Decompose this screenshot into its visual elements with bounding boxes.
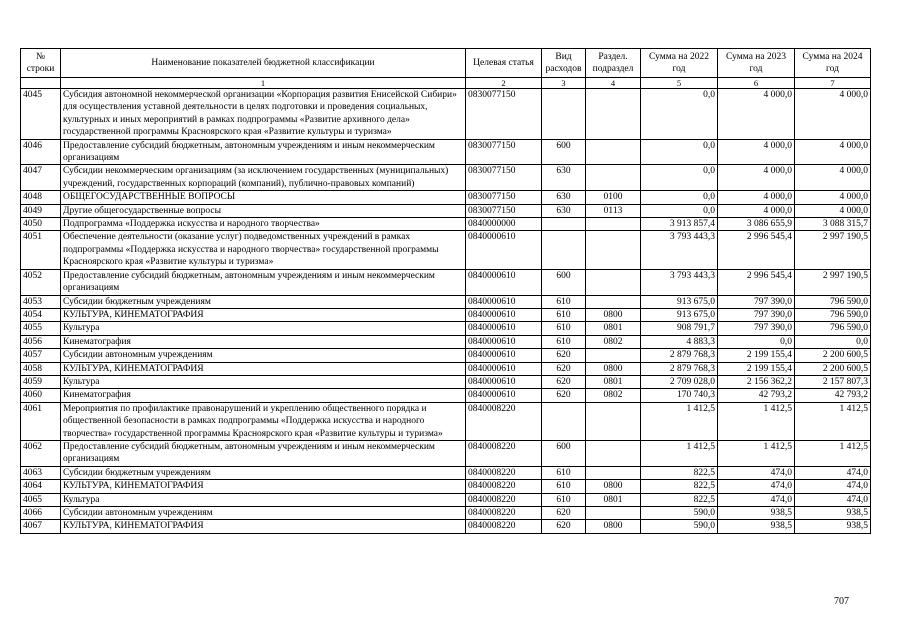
row-name: Предоставление субсидий бюджетным, автономным учреждениям и иным некоммерческим организациям: [61, 139, 466, 165]
header-target: Целевая статья: [466, 49, 542, 78]
row-sum-2024: 796 590,0: [795, 322, 871, 335]
row-section: [586, 89, 641, 140]
row-name: Культура: [61, 493, 466, 506]
row-sum-2022: 0,0: [641, 204, 718, 217]
column-number: 6: [718, 78, 795, 89]
table-row: [21, 308, 871, 321]
row-sum-2024: 796 590,0: [795, 308, 871, 321]
row-sum-2023: 2 996 545,4: [718, 269, 795, 295]
row-target: 0840008220: [466, 493, 542, 506]
row-expense-type: 610: [542, 335, 586, 348]
row-section: [586, 402, 641, 440]
row-sum-2023: 1 412,5: [718, 440, 795, 466]
row-number: 4060: [21, 389, 61, 402]
row-section: [586, 231, 641, 269]
row-sum-2023: 474,0: [718, 493, 795, 506]
page-number: 707: [834, 596, 849, 607]
row-sum-2022: 2 879 768,3: [641, 349, 718, 362]
row-number: 4062: [21, 440, 61, 466]
row-sum-2022: 3 913 857,4: [641, 218, 718, 231]
row-section: [586, 507, 641, 520]
row-sum-2024: 0,0: [795, 335, 871, 348]
row-sum-2024: 2 997 190,5: [795, 231, 871, 269]
row-section: 0800: [586, 308, 641, 321]
row-name: Предоставление субсидий бюджетным, автономным учреждениям и иным некоммерческим организациям: [61, 269, 466, 295]
row-sum-2022: 0,0: [641, 165, 718, 191]
table-row: [21, 165, 871, 191]
row-expense-type: 600: [542, 269, 586, 295]
column-number: 7: [795, 78, 871, 89]
header-sum-2022: Сумма на 2022 год: [641, 49, 718, 78]
row-expense-type: 610: [542, 322, 586, 335]
table-row: [21, 139, 871, 165]
row-section: 0800: [586, 362, 641, 375]
row-sum-2023: 1 412,5: [718, 402, 795, 440]
row-section: [586, 165, 641, 191]
row-sum-2023: 797 390,0: [718, 322, 795, 335]
row-sum-2022: 2 709 028,0: [641, 375, 718, 388]
row-sum-2023: 2 156 362,2: [718, 375, 795, 388]
row-sum-2022: 2 879 768,3: [641, 362, 718, 375]
row-name: Кинематография: [61, 389, 466, 402]
row-number: 4066: [21, 507, 61, 520]
table-row: [21, 295, 871, 308]
row-target: 0830077150: [466, 204, 542, 217]
header-sum-2023: Сумма на 2023 год: [718, 49, 795, 78]
row-sum-2023: 797 390,0: [718, 308, 795, 321]
table-row: [21, 362, 871, 375]
row-number: 4050: [21, 218, 61, 231]
row-sum-2024: 2 200 600,5: [795, 362, 871, 375]
row-sum-2024: 4 000,0: [795, 165, 871, 191]
row-name: Подпрограмма «Поддержка искусства и народного творчества»: [61, 218, 466, 231]
row-section: 0100: [586, 191, 641, 204]
row-sum-2022: 1 412,5: [641, 402, 718, 440]
row-sum-2022: 590,0: [641, 507, 718, 520]
row-sum-2022: 590,0: [641, 520, 718, 533]
budget-table: [20, 48, 871, 534]
row-expense-type: 620: [542, 349, 586, 362]
row-section: 0801: [586, 375, 641, 388]
row-section: 0800: [586, 480, 641, 493]
row-expense-type: 620: [542, 362, 586, 375]
row-name: Субсидия автономной некоммерческой организации «Корпорация развития Енисейской Сибири» для осуществления уставной деятельности в целях подготовки и проведения социальных, культурных и иных мероприятий в рамках подпрограммы «Развитие архивного дела» государственной программы Красноярского края «Развитие культуры и туризма»: [61, 89, 466, 140]
column-number: [21, 78, 61, 89]
row-sum-2023: 474,0: [718, 466, 795, 479]
row-name: Мероприятия по профилактике правонарушений и укреплению общественного порядка и общественной безопасности в рамках подпрограммы «Поддержка искусства и народного творчества» государственной программы Красноярского края «Развитие культуры и туризма»: [61, 402, 466, 440]
table-row: [21, 218, 871, 231]
row-name: Субсидии некоммерческим организациям (за исключением государственных (муниципальных) учреждений, государственных корпораций (компаний), публично-правовых компаний): [61, 165, 466, 191]
row-number: 4051: [21, 231, 61, 269]
row-expense-type: [542, 402, 586, 440]
row-sum-2024: 796 590,0: [795, 295, 871, 308]
row-number: 4058: [21, 362, 61, 375]
row-number: 4054: [21, 308, 61, 321]
row-sum-2022: 0,0: [641, 139, 718, 165]
row-target: 0840000610: [466, 349, 542, 362]
row-sum-2024: 474,0: [795, 466, 871, 479]
header-section: Раздел. подраздел: [586, 49, 641, 78]
table-row: [21, 231, 871, 269]
row-name: Обеспечение деятельности (оказание услуг) подведомственных учреждений в рамках подпрограммы «Поддержка искусства и народного творчества» государственной программы Красноярского края «Развитие культуры и туризма»: [61, 231, 466, 269]
row-name: Предоставление субсидий бюджетным, автономным учреждениям и иным некоммерческим организациям: [61, 440, 466, 466]
row-target: 0840000000: [466, 218, 542, 231]
row-expense-type: 630: [542, 191, 586, 204]
row-number: 4067: [21, 520, 61, 533]
row-sum-2023: 938,5: [718, 520, 795, 533]
row-sum-2022: 908 791,7: [641, 322, 718, 335]
row-expense-type: 610: [542, 466, 586, 479]
row-sum-2023: 4 000,0: [718, 139, 795, 165]
row-sum-2023: 3 086 655,9: [718, 218, 795, 231]
row-sum-2023: 4 000,0: [718, 204, 795, 217]
column-number-row: [21, 78, 871, 89]
row-sum-2023: 2 996 545,4: [718, 231, 795, 269]
row-expense-type: 620: [542, 389, 586, 402]
row-sum-2024: 1 412,5: [795, 402, 871, 440]
row-name: Субсидии автономным учреждениям: [61, 349, 466, 362]
row-sum-2022: 4 883,3: [641, 335, 718, 348]
table-row: [21, 507, 871, 520]
row-name: Субсидии бюджетным учреждениям: [61, 295, 466, 308]
table-row: [21, 269, 871, 295]
row-name: Субсидии автономным учреждениям: [61, 507, 466, 520]
row-sum-2023: 4 000,0: [718, 191, 795, 204]
header-sum-2024: Сумма на 2024 год: [795, 49, 871, 78]
row-sum-2022: 0,0: [641, 89, 718, 140]
row-expense-type: 630: [542, 204, 586, 217]
row-target: 0840000610: [466, 269, 542, 295]
row-target: 0840000610: [466, 295, 542, 308]
column-number: 4: [586, 78, 641, 89]
row-expense-type: 620: [542, 507, 586, 520]
row-sum-2024: 3 088 315,7: [795, 218, 871, 231]
table-row: [21, 375, 871, 388]
table-row: [21, 493, 871, 506]
row-sum-2023: 4 000,0: [718, 89, 795, 140]
table-row: [21, 389, 871, 402]
row-target: 0830077150: [466, 89, 542, 140]
row-name: КУЛЬТУРА, КИНЕМАТОГРАФИЯ: [61, 362, 466, 375]
row-sum-2024: 938,5: [795, 520, 871, 533]
row-sum-2024: 4 000,0: [795, 191, 871, 204]
row-sum-2024: 474,0: [795, 480, 871, 493]
header-expense-type: Вид расходов: [542, 49, 586, 78]
row-sum-2022: 913 675,0: [641, 308, 718, 321]
header-row: [21, 49, 871, 78]
row-expense-type: 630: [542, 165, 586, 191]
table-row: [21, 520, 871, 533]
row-number: 4052: [21, 269, 61, 295]
row-expense-type: [542, 231, 586, 269]
row-sum-2024: 4 000,0: [795, 139, 871, 165]
row-target: 0840008220: [466, 480, 542, 493]
row-number: 4055: [21, 322, 61, 335]
row-sum-2023: 2 199 155,4: [718, 362, 795, 375]
table-row: [21, 349, 871, 362]
row-name: Культура: [61, 322, 466, 335]
table-row: [21, 480, 871, 493]
row-sum-2023: 4 000,0: [718, 165, 795, 191]
row-sum-2023: 797 390,0: [718, 295, 795, 308]
row-sum-2022: 822,5: [641, 466, 718, 479]
row-expense-type: 610: [542, 480, 586, 493]
row-name: КУЛЬТУРА, КИНЕМАТОГРАФИЯ: [61, 480, 466, 493]
row-name: КУЛЬТУРА, КИНЕМАТОГРАФИЯ: [61, 308, 466, 321]
row-number: 4047: [21, 165, 61, 191]
row-sum-2023: 938,5: [718, 507, 795, 520]
row-sum-2022: 1 412,5: [641, 440, 718, 466]
row-sum-2024: 938,5: [795, 507, 871, 520]
row-number: 4048: [21, 191, 61, 204]
row-sum-2024: 2 200 600,5: [795, 349, 871, 362]
column-number: 1: [61, 78, 466, 89]
row-sum-2024: 1 412,5: [795, 440, 871, 466]
row-section: [586, 269, 641, 295]
table-row: [21, 89, 871, 140]
row-section: [586, 218, 641, 231]
row-sum-2022: 3 793 443,3: [641, 231, 718, 269]
row-number: 4056: [21, 335, 61, 348]
row-number: 4063: [21, 466, 61, 479]
table-row: [21, 402, 871, 440]
row-name: КУЛЬТУРА, КИНЕМАТОГРАФИЯ: [61, 520, 466, 533]
row-name: Культура: [61, 375, 466, 388]
row-target: 0840000610: [466, 335, 542, 348]
row-number: 4061: [21, 402, 61, 440]
row-number: 4046: [21, 139, 61, 165]
row-number: 4064: [21, 480, 61, 493]
row-target: 0840000610: [466, 375, 542, 388]
row-sum-2023: 2 199 155,4: [718, 349, 795, 362]
table-row: [21, 191, 871, 204]
row-section: 0802: [586, 335, 641, 348]
row-expense-type: 600: [542, 440, 586, 466]
table-row: [21, 335, 871, 348]
row-target: 0840000610: [466, 322, 542, 335]
row-section: 0801: [586, 322, 641, 335]
row-target: 0840000610: [466, 389, 542, 402]
row-number: 4057: [21, 349, 61, 362]
row-target: 0840000610: [466, 308, 542, 321]
row-sum-2024: 4 000,0: [795, 89, 871, 140]
row-expense-type: [542, 218, 586, 231]
row-name: Субсидии бюджетным учреждениям: [61, 466, 466, 479]
row-target: 0840008220: [466, 440, 542, 466]
row-target: 0830077150: [466, 165, 542, 191]
table-row: [21, 466, 871, 479]
header-name: Наименование показателей бюджетной классификации: [61, 49, 466, 78]
row-section: [586, 295, 641, 308]
row-expense-type: 620: [542, 520, 586, 533]
row-name: ОБЩЕГОСУДАРСТВЕННЫЕ ВОПРОСЫ: [61, 191, 466, 204]
row-section: [586, 349, 641, 362]
row-section: 0801: [586, 493, 641, 506]
row-sum-2022: 170 740,3: [641, 389, 718, 402]
row-sum-2024: 42 793,2: [795, 389, 871, 402]
row-target: 0840008220: [466, 402, 542, 440]
row-sum-2023: 0,0: [718, 335, 795, 348]
row-sum-2023: 474,0: [718, 480, 795, 493]
row-number: 4045: [21, 89, 61, 140]
row-section: 0800: [586, 520, 641, 533]
row-number: 4049: [21, 204, 61, 217]
row-expense-type: 610: [542, 308, 586, 321]
row-target: 0840000610: [466, 362, 542, 375]
row-sum-2022: 822,5: [641, 480, 718, 493]
header-row-no: № строки: [21, 49, 61, 78]
row-expense-type: 600: [542, 139, 586, 165]
row-target: 0840008220: [466, 466, 542, 479]
column-number: 2: [466, 78, 542, 89]
table-row: [21, 204, 871, 217]
row-sum-2023: 42 793,2: [718, 389, 795, 402]
row-name: Кинематография: [61, 335, 466, 348]
row-sum-2022: 822,5: [641, 493, 718, 506]
row-expense-type: 610: [542, 295, 586, 308]
table-row: [21, 440, 871, 466]
row-sum-2022: 3 793 443,3: [641, 269, 718, 295]
row-target: 0840008220: [466, 520, 542, 533]
row-target: 0830077150: [466, 191, 542, 204]
row-sum-2022: 0,0: [641, 191, 718, 204]
row-expense-type: 620: [542, 375, 586, 388]
row-sum-2024: 474,0: [795, 493, 871, 506]
row-number: 4065: [21, 493, 61, 506]
row-expense-type: 610: [542, 493, 586, 506]
row-section: 0113: [586, 204, 641, 217]
row-number: 4053: [21, 295, 61, 308]
row-target: 0830077150: [466, 139, 542, 165]
column-number: 5: [641, 78, 718, 89]
row-sum-2024: 2 997 190,5: [795, 269, 871, 295]
row-section: [586, 466, 641, 479]
row-sum-2022: 913 675,0: [641, 295, 718, 308]
row-number: 4059: [21, 375, 61, 388]
table-row: [21, 322, 871, 335]
row-target: 0840000610: [466, 231, 542, 269]
row-section: [586, 440, 641, 466]
row-target: 0840008220: [466, 507, 542, 520]
row-section: 0802: [586, 389, 641, 402]
row-section: [586, 139, 641, 165]
row-name: Другие общегосударственные вопросы: [61, 204, 466, 217]
column-number: 3: [542, 78, 586, 89]
row-sum-2024: 2 157 807,3: [795, 375, 871, 388]
row-sum-2024: 4 000,0: [795, 204, 871, 217]
row-expense-type: [542, 89, 586, 140]
